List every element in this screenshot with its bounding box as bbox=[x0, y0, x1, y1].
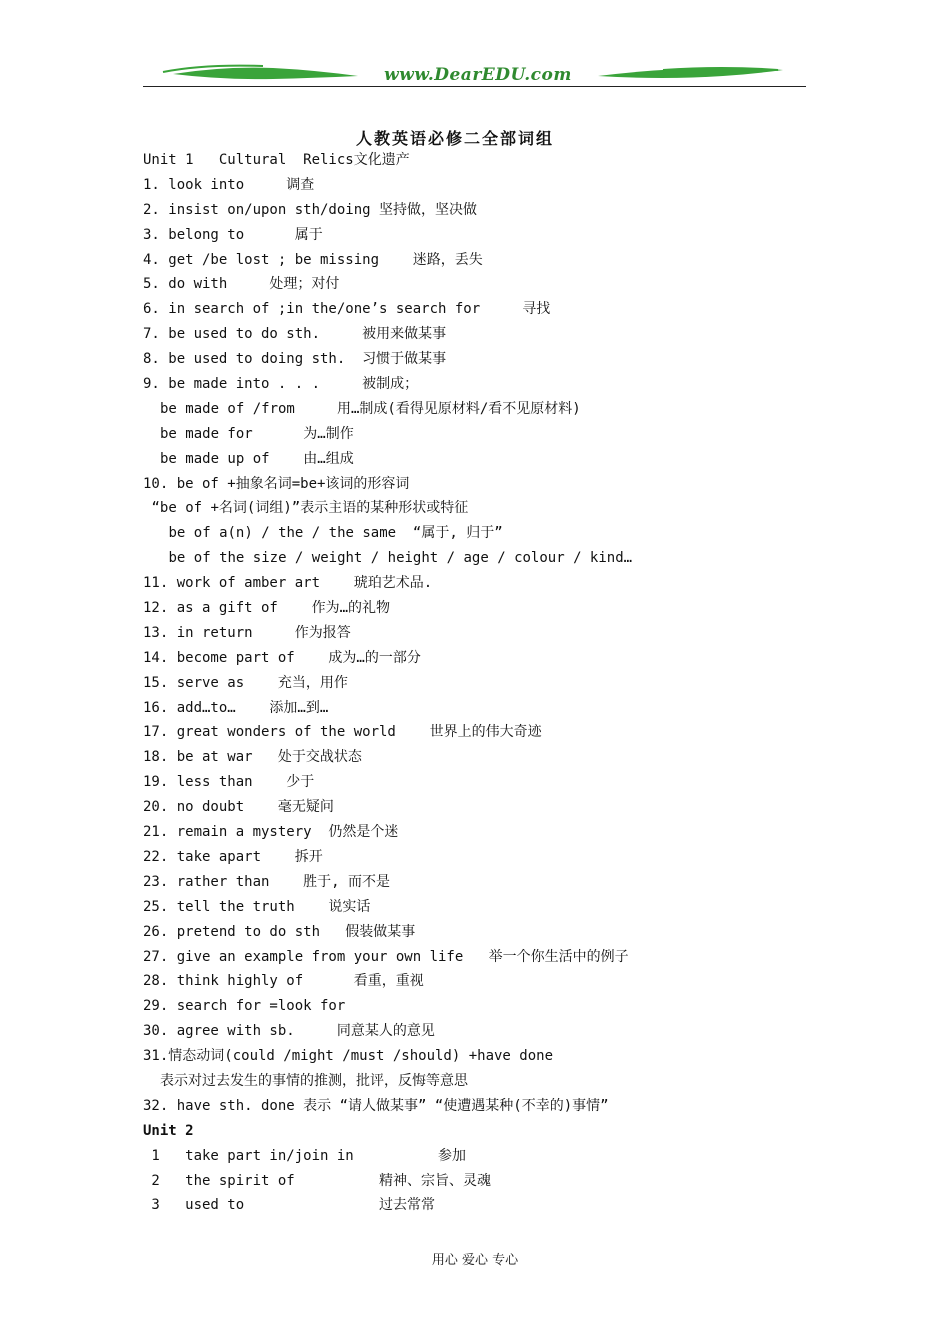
list-item bbox=[143, 472, 823, 497]
list-item bbox=[143, 173, 823, 198]
line-text: 1. look into 调查 bbox=[143, 176, 315, 193]
line-text: 32. have sth. done 表示 “请人做某事” “使遭遇某种(不幸的)事情” bbox=[143, 1097, 609, 1114]
page-footer: 用心 爱心 专心 bbox=[431, 1253, 519, 1268]
unit-heading bbox=[143, 1119, 823, 1144]
list-item bbox=[143, 546, 823, 571]
line-text: 10. be of +抽象名词=be+该词的形容词 bbox=[143, 475, 410, 492]
line-text: 28. think highly of 看重，重视 bbox=[143, 973, 424, 990]
list-item bbox=[143, 1019, 823, 1044]
list-item bbox=[143, 820, 823, 845]
list-item bbox=[143, 596, 823, 621]
site-header bbox=[143, 60, 806, 90]
line-text: 3 used to 过去常常 bbox=[143, 1197, 436, 1214]
list-item bbox=[143, 1144, 823, 1169]
unit-heading bbox=[143, 148, 823, 173]
page-title: 人教英语必修二全部词组 bbox=[355, 129, 554, 148]
list-item bbox=[143, 720, 823, 745]
line-text: “be of +名词(词组)”表示主语的某种形状或特征 bbox=[151, 500, 469, 517]
line-text: 31.情态动词(could /might /must /should) +have done bbox=[143, 1048, 554, 1065]
line-text: 11. work of amber art 琥珀艺术品. bbox=[143, 575, 433, 592]
line-text: 13. in return 作为报答 bbox=[143, 624, 351, 641]
phrase-list bbox=[143, 148, 823, 1218]
line-text: 1 take part in/join in 参加 bbox=[143, 1147, 467, 1164]
line-text: 18. be at war 处于交战状态 bbox=[143, 749, 362, 766]
line-text: 15. serve as 充当，用作 bbox=[143, 674, 348, 691]
list-item bbox=[143, 845, 823, 870]
list-item bbox=[143, 969, 823, 994]
line-text: be made for 为…制作 bbox=[160, 425, 354, 442]
line-text: 14. become part of 成为…的一部分 bbox=[143, 649, 421, 666]
list-item bbox=[143, 870, 823, 895]
line-text: 26. pretend to do sth 假装做某事 bbox=[143, 923, 416, 940]
list-item bbox=[143, 322, 823, 347]
list-item bbox=[143, 372, 823, 397]
list-item bbox=[143, 297, 823, 322]
list-item bbox=[143, 920, 823, 945]
list-item bbox=[143, 671, 823, 696]
line-text: be made up of 由…组成 bbox=[160, 450, 354, 467]
list-item bbox=[143, 496, 823, 521]
list-item bbox=[143, 646, 823, 671]
line-text: 4. get /be lost ; be missing 迷路，丢失 bbox=[143, 251, 483, 268]
line-text: 7. be used to do sth. 被用来做某事 bbox=[143, 326, 447, 343]
list-item bbox=[143, 945, 823, 970]
line-text: 22. take apart 拆开 bbox=[143, 848, 323, 865]
line-text: 8. be used to doing sth. 习惯于做某事 bbox=[143, 351, 447, 368]
list-item bbox=[143, 272, 823, 297]
list-item bbox=[143, 422, 823, 447]
line-text: 19. less than 少于 bbox=[143, 774, 315, 791]
line-text: 16. add…to… 添加…到… bbox=[143, 699, 329, 716]
list-item bbox=[143, 397, 823, 422]
line-text: 20. no doubt 毫无疑问 bbox=[143, 799, 334, 816]
line-text: 30. agree with sb. 同意某人的意见 bbox=[143, 1023, 435, 1040]
line-text: 12. as a gift of 作为…的礼物 bbox=[143, 600, 391, 617]
site-url: www.DearEDU.com bbox=[384, 65, 572, 85]
line-text: 2. insist on/upon sth/doing 坚持做，坚决做 bbox=[143, 201, 478, 218]
list-item bbox=[143, 1044, 823, 1069]
list-item bbox=[143, 223, 823, 248]
line-text: Unit 1 Cultural Relics文化遗产 bbox=[143, 152, 410, 168]
list-item bbox=[143, 1069, 823, 1094]
header-rule bbox=[143, 86, 806, 87]
list-item bbox=[143, 347, 823, 372]
list-item bbox=[143, 571, 823, 596]
list-item bbox=[143, 1094, 823, 1119]
list-item bbox=[143, 621, 823, 646]
list-item bbox=[143, 198, 823, 223]
line-text: Unit 2 bbox=[143, 1122, 194, 1139]
line-text: be made of /from 用…制成(看得见原材料/看不见原材料) bbox=[160, 400, 581, 417]
list-item bbox=[143, 795, 823, 820]
line-text: 17. great wonders of the world 世界上的伟大奇迹 bbox=[143, 724, 542, 741]
line-text: 3. belong to 属于 bbox=[143, 226, 323, 243]
line-text: 29. search for =look for bbox=[143, 998, 346, 1015]
line-text: be of the size / weight / height / age / colour / kind… bbox=[168, 550, 633, 567]
line-text: 9. be made into . . . 被制成； bbox=[143, 376, 419, 393]
list-item bbox=[143, 745, 823, 770]
list-item bbox=[143, 895, 823, 920]
line-text: 6. in search of ;in the/one’s search for 寻找 bbox=[143, 301, 551, 318]
list-item bbox=[143, 248, 823, 273]
list-item bbox=[143, 521, 823, 546]
list-item bbox=[143, 1193, 823, 1218]
list-item bbox=[143, 1169, 823, 1194]
line-text: 2 the spirit of 精神、宗旨、灵魂 bbox=[143, 1172, 492, 1189]
line-text: 25. tell the truth 说实话 bbox=[143, 898, 371, 915]
list-item bbox=[143, 447, 823, 472]
line-text: 23. rather than 胜于, 而不是 bbox=[143, 873, 391, 890]
line-text: be of a(n) / the / the same “属于, 归于” bbox=[168, 525, 503, 542]
line-text: 21. remain a mystery 仍然是个迷 bbox=[143, 824, 399, 841]
list-item bbox=[143, 696, 823, 721]
line-text: 5. do with 处理；对付 bbox=[143, 276, 340, 293]
list-item bbox=[143, 770, 823, 795]
list-item bbox=[143, 994, 823, 1019]
line-text: 表示对过去发生的事情的推测，批评，反悔等意思 bbox=[160, 1072, 468, 1089]
line-text: 27. give an example from your own life 举一个你生活中的例子 bbox=[143, 948, 629, 965]
